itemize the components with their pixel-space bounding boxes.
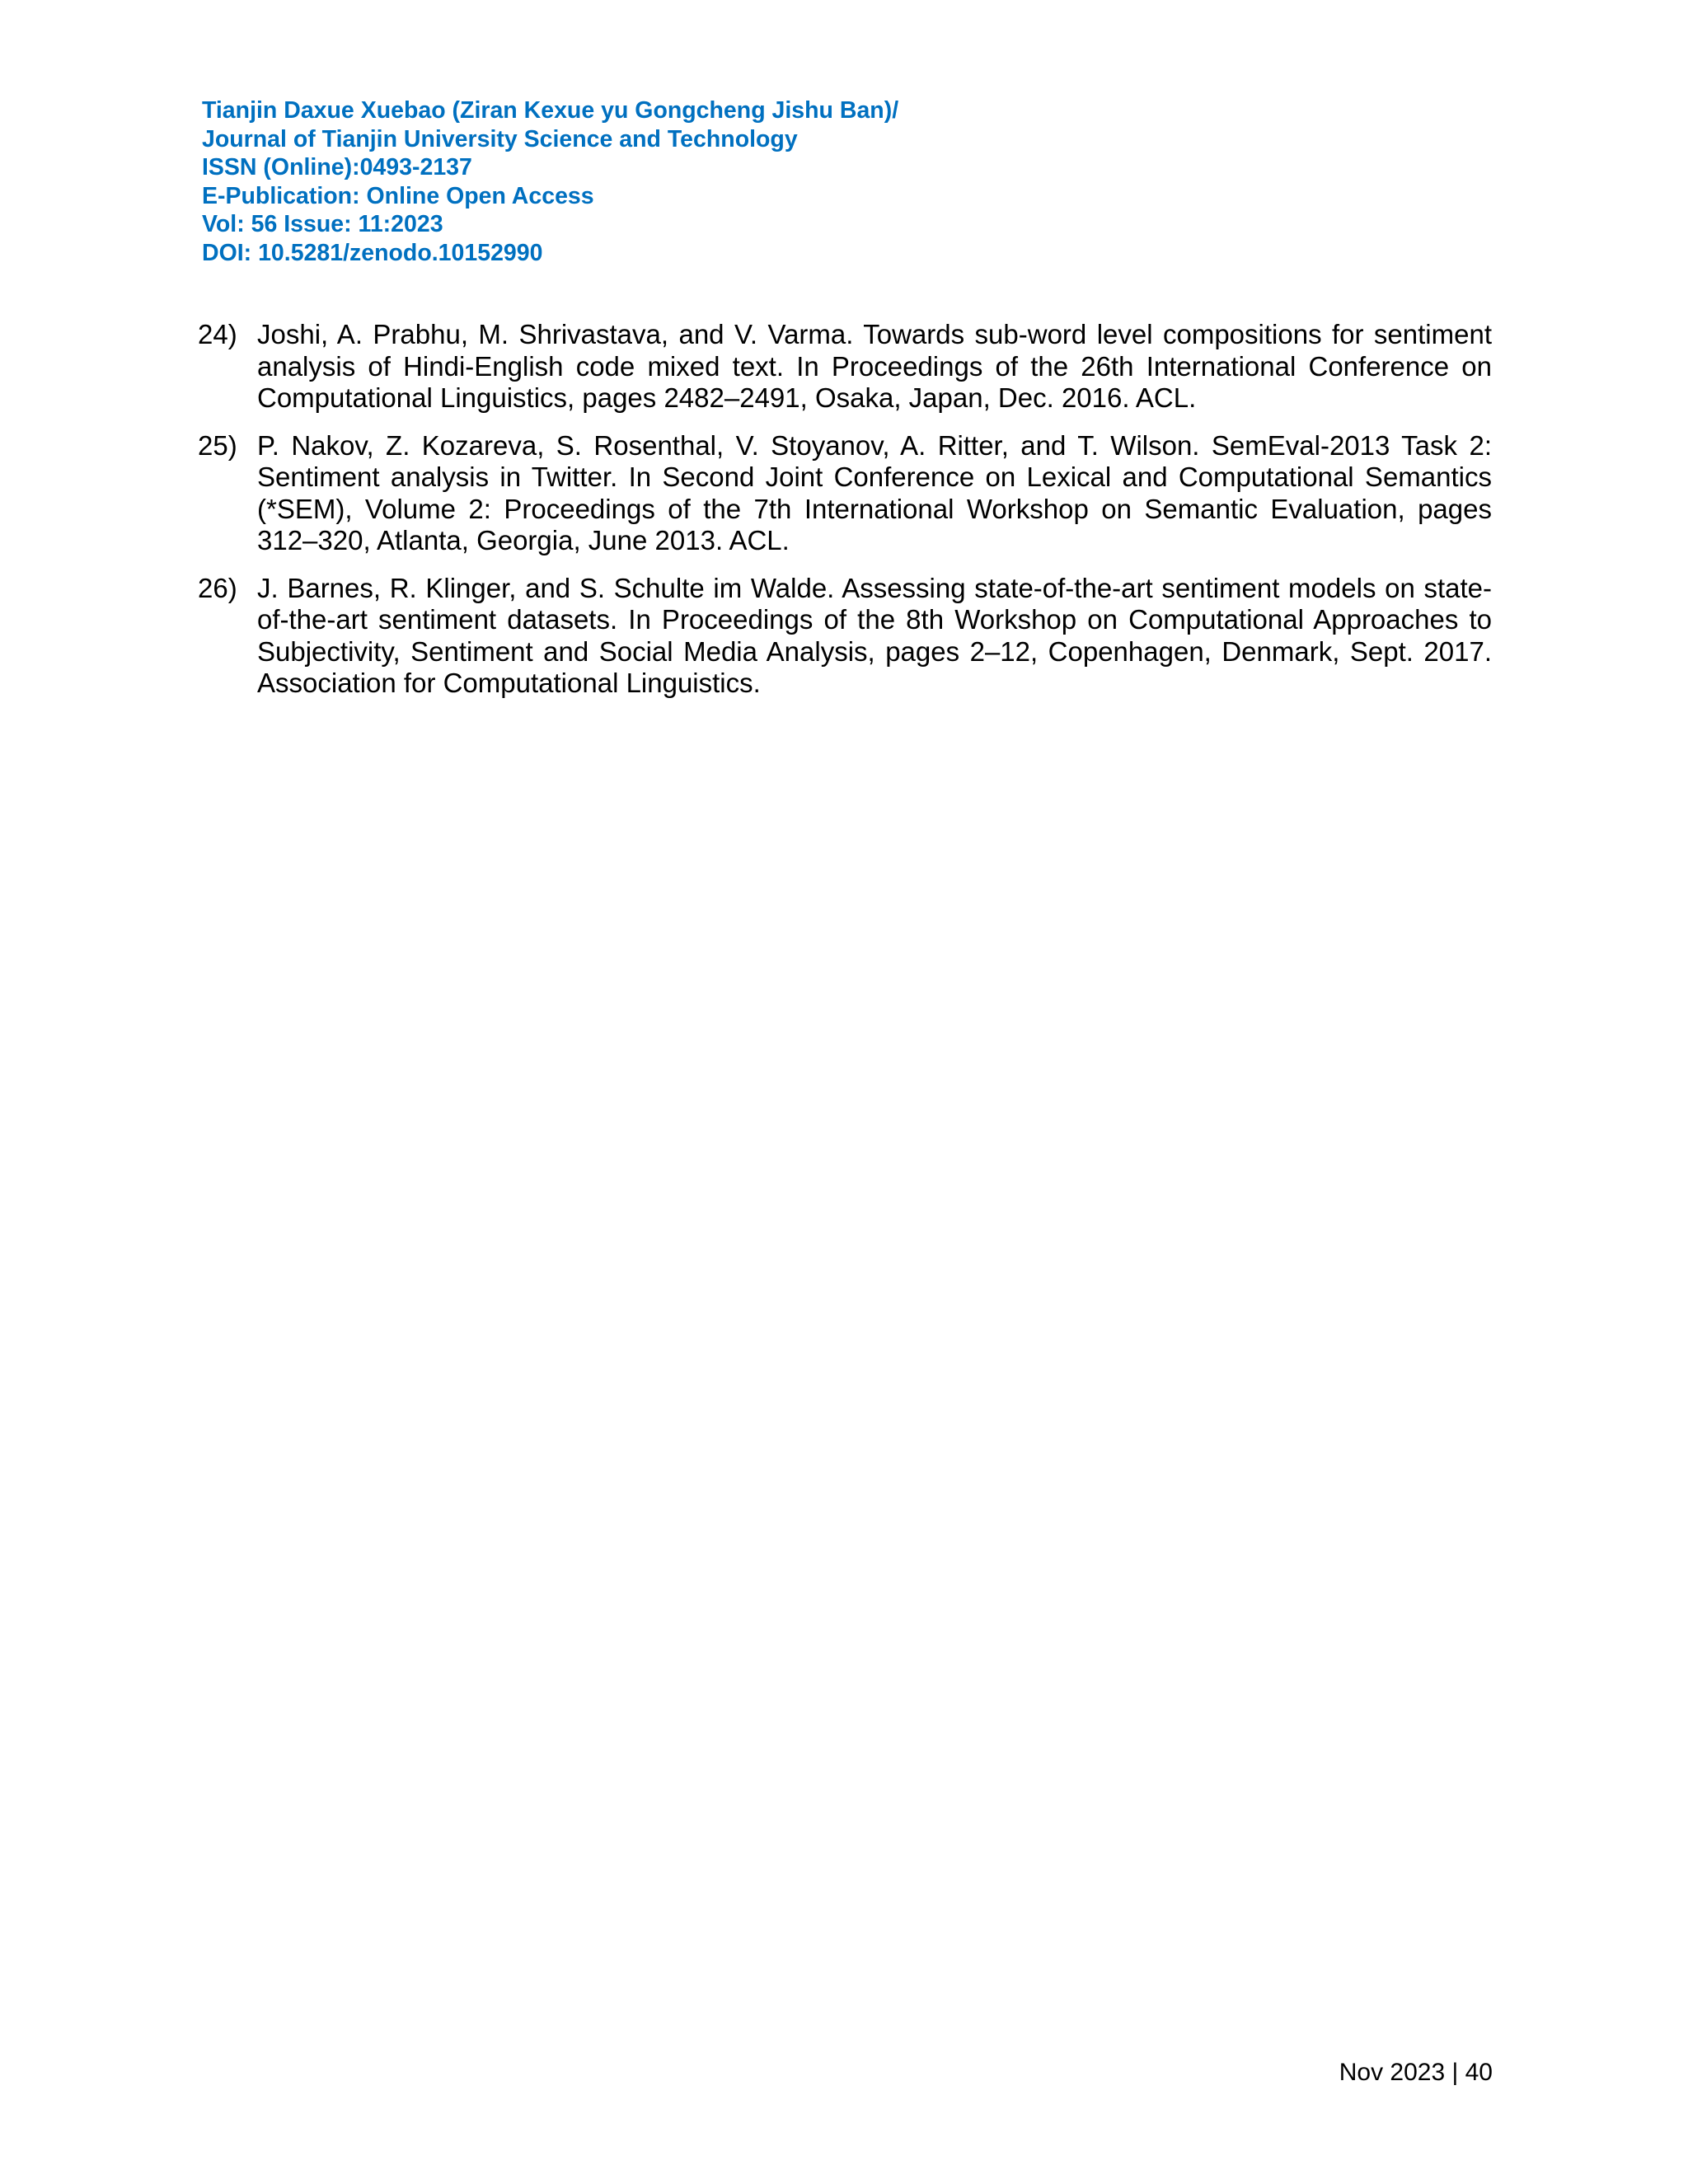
reference-number: 24) xyxy=(198,319,237,349)
journal-english-title: Journal of Tianjin University Science and Technology xyxy=(202,125,798,152)
reference-item-25 xyxy=(198,430,1492,557)
journal-volume-issue: Vol: 56 Issue: 11:2023 xyxy=(202,211,443,237)
page-footer: Nov 2023 | 40 xyxy=(1339,2059,1493,2086)
reference-text: P. Nakov, Z. Kozareva, S. Rosenthal, V. Stoyanov, A. Ritter, and T. Wilson. SemEval-2013 Task 2: Sentiment analysis in Twitter. In Second Joint Conference on Lexical and Computational Semantics (*SEM), Volume 2: Proceedings of the 7th International Workshop on Semantic Evaluation, pages 312–320, Atlanta, Georgia, June 2013. ACL. xyxy=(257,429,1492,555)
reference-list xyxy=(198,319,1492,715)
reference-item-24 xyxy=(198,319,1492,415)
journal-title-line: Tianjin Daxue Xuebao (Ziran Kexue yu Gongcheng Jishu Ban)/ xyxy=(202,97,899,124)
reference-text: Joshi, A. Prabhu, M. Shrivastava, and V. Varma. Towards sub-word level compositions for sentiment analysis of Hindi-English code mixed text. In Proceedings of the 26th International Conference on Computational Linguistics, pages 2482–2491, Osaka, Japan, Dec. 2016. ACL. xyxy=(257,319,1492,413)
journal-publication-type: E-Publication: Online Open Access xyxy=(202,182,594,209)
journal-doi: DOI: 10.5281/zenodo.10152990 xyxy=(202,239,543,266)
reference-number: 26) xyxy=(198,572,237,603)
journal-header xyxy=(202,96,1191,267)
journal-issn: ISSN (Online):0493-2137 xyxy=(202,154,472,180)
reference-text: J. Barnes, R. Klinger, and S. Schulte im Walde. Assessing state-of-the-art sentiment models on state-of-the-art sentiment datasets. In Proceedings of the 8th Workshop on Computational Approaches to Subjectivity, Sentiment and Social Media Analysis, pages 2–12, Copenhagen, Denmark, Sept. 2017. Association for Computational Linguistics. xyxy=(257,572,1492,698)
reference-item-26 xyxy=(198,573,1492,700)
reference-number: 25) xyxy=(198,429,237,461)
